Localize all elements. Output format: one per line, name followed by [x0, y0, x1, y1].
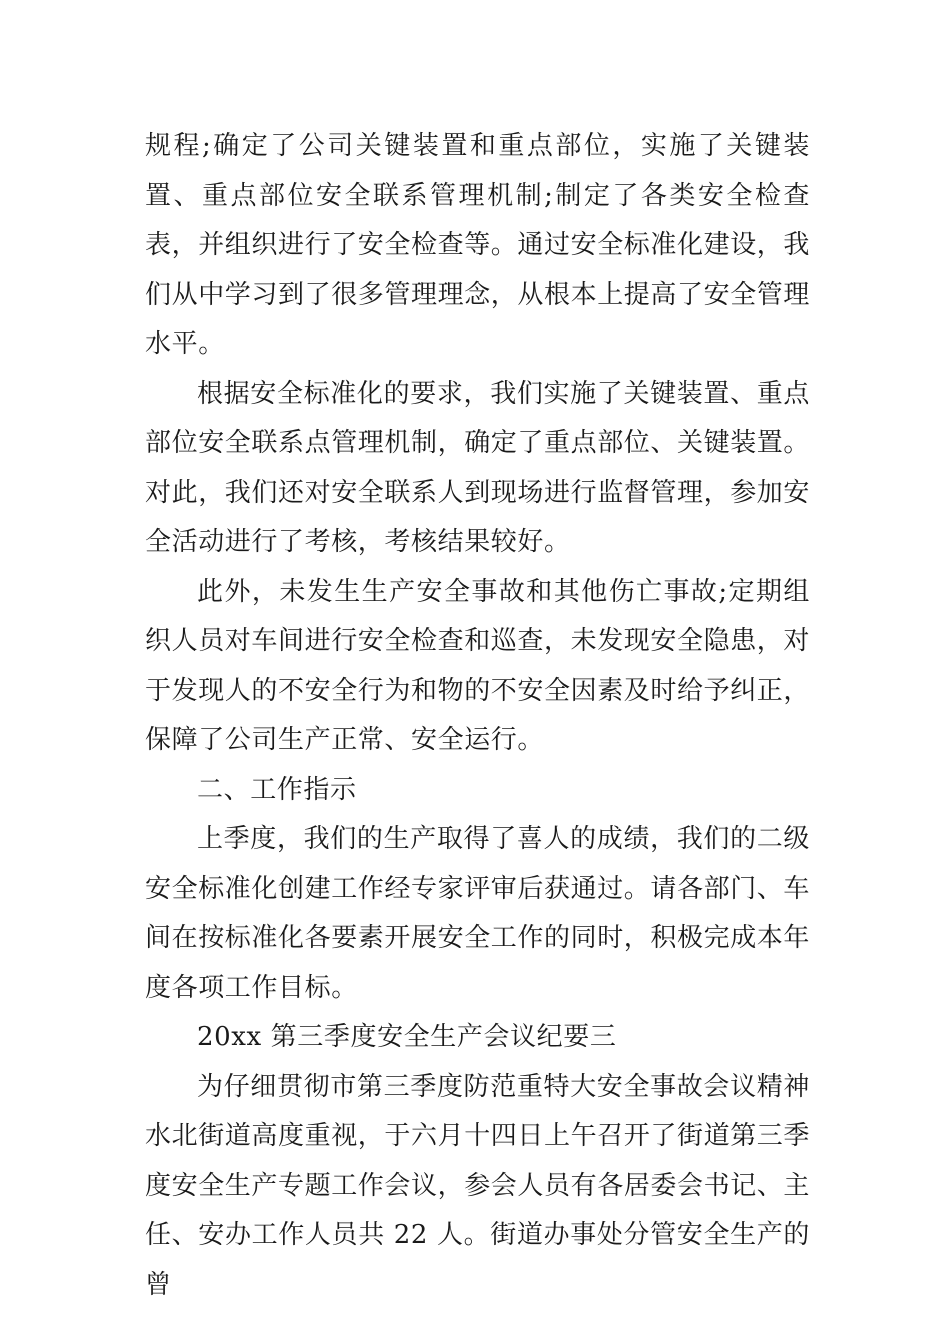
paragraph-continuation: 规程;确定了公司关键装置和重点部位，实施了关键装置、重点部位安全联系管理机制;制定了各类安全检查表，并组织进行了安全检查等。通过安全标准化建设，我们从中学习到了很多管理理念，从根本上提高了安全管理水平。	[145, 131, 811, 359]
paragraph-safety-contact-mechanism: 根据安全标准化的要求，我们实施了关键装置、重点部位安全联系点管理机制，确定了重点部位、关键装置。对此，我们还对安全联系人到现场进行监督管理，参加安全活动进行了考核，考核结果较好。	[145, 378, 811, 557]
section-heading-work-instructions: 二、工作指示	[197, 774, 357, 805]
section-heading-meeting-minutes: 20xx 第三季度安全生产会议纪要三	[197, 1022, 617, 1052]
paragraph-no-accidents: 此外，未发生生产安全事故和其他伤亡事故;定期组织人员对车间进行安全检查和巡查，未发现安全隐患，对于发现人的不安全行为和物的不安全因素及时给予纠正，保障了公司生产正常、安全运行。	[145, 576, 811, 755]
paragraph-meeting-details: 为仔细贯彻市第三季度防范重特大安全事故会议精神水北街道高度重视，于六月十四日上午召开了街道第三季度安全生产专题工作会议，参会人员有各居委会书记、主任、安办工作人员共 22 人。街道办事处分管安全生产的曾	[145, 1071, 811, 1300]
paragraph-last-quarter-results: 上季度，我们的生产取得了喜人的成绩，我们的二级安全标准化创建工作经专家评审后获通过。请各部门、车间在按标准化各要素开展安全工作的同时，积极完成本年度各项工作目标。	[145, 824, 811, 1003]
document-body	[145, 122, 810, 1310]
